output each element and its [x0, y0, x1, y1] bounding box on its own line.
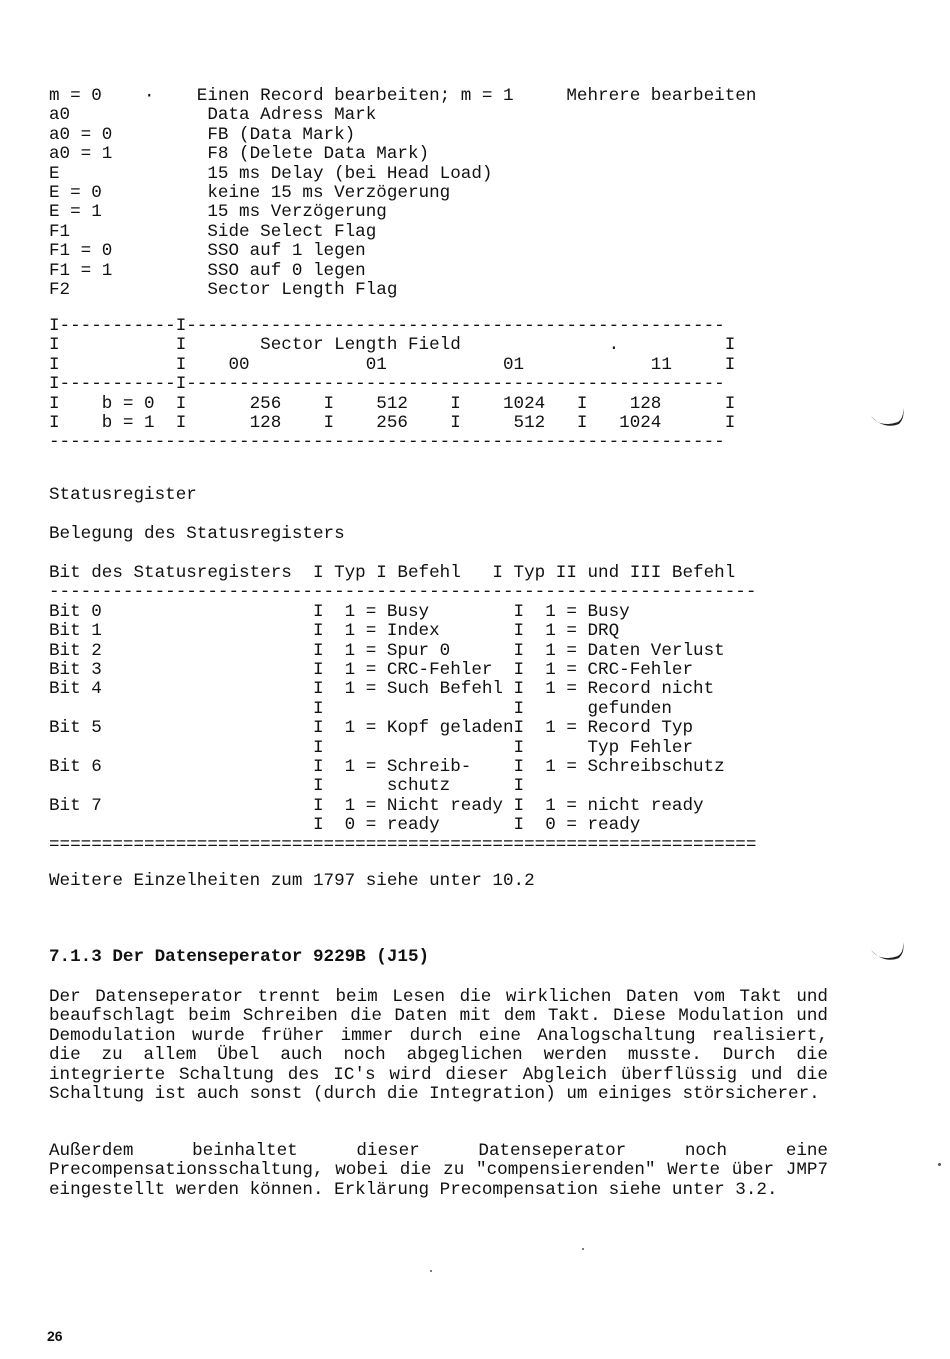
table-line: I I Sector Length Field . I: [49, 335, 736, 356]
definition-line: F1 Side Select Flag: [49, 221, 377, 242]
table-row: I b = 1 I 128 I 256 I 512 I 1024 I: [49, 413, 736, 434]
table-line: ===================================================================: [49, 834, 757, 855]
definition-line: a0 = 1 F8 (Delete Data Mark): [49, 144, 430, 165]
definition-line: F1 = 0 SSO auf 1 legen: [49, 241, 366, 262]
table-row: Bit 3 I 1 = CRC-Fehler I 1 = CRC-Fehler: [49, 660, 694, 681]
table-row: Bit 1 I 1 = Index I 1 = DRQ: [49, 621, 620, 642]
definition-line: E = 1 15 ms Verzögerung: [49, 202, 387, 223]
table-row: Bit 7 I 1 = Nicht ready I 1 = nicht ready: [49, 795, 704, 816]
section-heading: 7.1.3 Der Datenseperator 9229B (J15): [49, 947, 430, 967]
table-line: I I 00 01 01 11 I: [49, 354, 736, 375]
further-details-note: Weitere Einzelheiten zum 1797 siehe unter 10.2: [49, 871, 535, 891]
page-number: 26: [47, 1328, 63, 1344]
definition-line: E 15 ms Delay (bei Head Load): [49, 163, 493, 184]
table-row: I schutz I: [49, 776, 525, 797]
table-row: Bit 5 I 1 = Kopf geladenI 1 = Record Typ: [49, 718, 694, 739]
table-line: I-----------I---------------------------------------------------: [49, 374, 725, 395]
table-row: I b = 0 I 256 I 512 I 1024 I 128 I: [49, 393, 736, 414]
table-line: I-----------I---------------------------------------------------: [49, 316, 725, 336]
table-line: -------------------------------------------------------------------: [49, 582, 757, 603]
scan-speck: [430, 1270, 432, 1272]
punch-hole-icon: [868, 936, 908, 964]
definition-line: a0 Data Adress Mark: [49, 105, 377, 126]
punch-hole-icon: [868, 402, 908, 430]
definition-line: F2 Sector Length Flag: [49, 280, 398, 301]
table-row: Bit 4 I 1 = Such Befehl I 1 = Record nicht: [49, 679, 715, 700]
definition-line: F1 = 1 SSO auf 0 legen: [49, 260, 366, 281]
table-row: I 0 = ready I 0 = ready: [49, 815, 641, 836]
table-row: Bit 6 I 1 = Schreib- I 1 = Schreibschutz: [49, 757, 725, 778]
table-line: ----------------------------------------------------------------: [49, 432, 725, 453]
scan-speck: [582, 1248, 584, 1250]
table-row: I I gefunden: [49, 698, 672, 719]
status-subheading: Belegung des Statusregisters: [49, 524, 345, 544]
definition-line: a0 = 0 FB (Data Mark): [49, 124, 356, 145]
paragraph: Außerdem beinhaltet dieser Datenseperator noch eine Precompensationsschaltung, wobei die zu "compensierenden" Werte über JMP7 eingestellt werden können. Erklärung Precompensation siehe unter 3.2.: [49, 1141, 828, 1200]
definition-line: m = 0 · Einen Record bearbeiten; m = 1 Mehrere bearbeiten: [49, 86, 757, 106]
paragraph: Der Datenseperator trennt beim Lesen die wirklichen Daten vom Takt und beaufschlagt beim Schreiben die Daten mit dem Takt. Diese Modulation und Demodulation wurde früher immer durch eine Analogschaltung realisiert, die zu allem Übel auch noch abgeglichen werden musste. Durch die integrierte Schaltung des IC's wird dieser Abgleich überflüssig und die Schaltung ist auch sonst (durch die Integration) um einiges störsicherer.: [49, 987, 828, 1105]
definition-line: E = 0 keine 15 ms Verzögerung: [49, 183, 451, 204]
definitions-list: [49, 87, 756, 300]
status-register-table: [49, 564, 756, 855]
table-row: I I Typ Fehler: [49, 737, 694, 758]
table-row: Bit 0 I 1 = Busy I 1 = Busy: [49, 601, 630, 622]
table-row: Bit 2 I 1 = Spur 0 I 1 = Daten Verlust: [49, 640, 725, 661]
sector-length-table: [49, 317, 735, 453]
table-header: Bit des Statusregisters I Typ I Befehl I Typ II und III Befehl: [49, 563, 736, 583]
status-heading: Statusregister: [49, 485, 197, 505]
scan-speck: [938, 1163, 941, 1166]
